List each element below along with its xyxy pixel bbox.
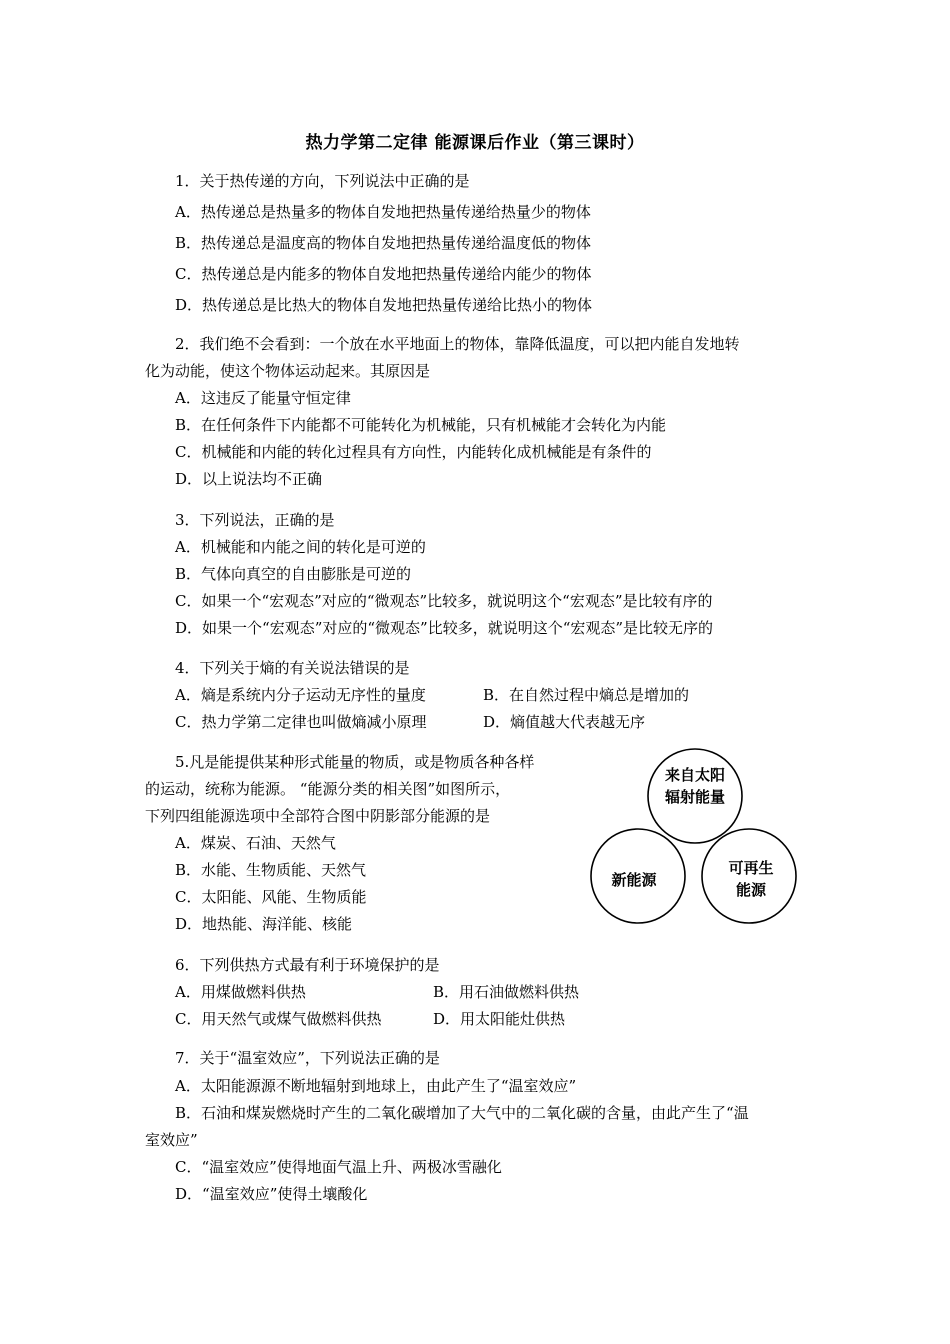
q4-option-c: C．热力学第二定律也叫做熵减小原理 [175,713,427,731]
q2-option-d: D．以上说法均不正确 [175,470,323,488]
q7-option-c: C．“温室效应”使得地面气温上升、两极冰雪融化 [175,1158,502,1176]
q6-option-b: B．用石油做燃料供热 [433,983,580,1001]
q7-stem: 7．关于“温室效应”，下列说法正确的是 [175,1049,440,1067]
energy-venn-diagram [586,748,804,928]
q3-stem: 3．下列说法，正确的是 [175,511,335,529]
q1-option-b: B．热传递总是温度高的物体自发地把热量传递给温度低的物体 [175,234,592,252]
venn-label-left: 新能源 [611,871,657,889]
q2-stem-line1: 2．我们绝不会看到：一个放在水平地面上的物体，靠降低温度，可以把内能自发地转 [175,335,740,353]
q1-option-a: A．热传递总是热量多的物体自发地把热量传递给热量少的物体 [175,203,591,221]
q6-stem: 6．下列供热方式最有利于环境保护的是 [175,956,440,974]
q3-option-b: B．气体向真空的自由膨胀是可逆的 [175,565,412,583]
q7-option-b-line1: B．石油和煤炭燃烧时产生的二氧化碳增加了大气中的二氧化碳的含量，由此产生了“温 [175,1104,749,1122]
q5-stem-line3: 下列四组能源选项中全部符合图中阴影部分能源的是 [145,807,491,825]
q7-option-a: A．太阳能源源不断地辐射到地球上，由此产生了“温室效应” [175,1077,577,1095]
venn-label-top-2: 辐射能量 [664,788,726,806]
venn-label-right-2: 能源 [735,881,767,899]
q6-option-d: D．用太阳能灶供热 [433,1010,566,1028]
q4-stem: 4．下列关于熵的有关说法错误的是 [175,659,410,677]
q2-option-c: C．机械能和内能的转化过程具有方向性，内能转化成机械能是有条件的 [175,443,652,461]
q3-option-c: C．如果一个“宏观态”对应的“微观态”比较多，就说明这个“宏观态”是比较有序的 [175,592,713,610]
q6-option-a: A．用煤做燃料供热 [175,983,306,1001]
q2-option-a: A．这违反了能量守恒定律 [175,389,351,407]
q4-option-b: B．在自然过程中熵总是增加的 [483,686,690,704]
q2-stem-line2: 化为动能，使这个物体运动起来。其原因是 [145,362,431,380]
q1-option-d: D．热传递总是比热大的物体自发地把热量传递给比热小的物体 [175,296,593,314]
q4-option-a: A．熵是系统内分子运动无序性的量度 [175,686,426,704]
q7-option-b-line2: 室效应” [145,1131,198,1149]
q3-option-a: A．机械能和内能之间的转化是可逆的 [175,538,426,556]
q5-option-c: C．太阳能、风能、生物质能 [175,888,367,906]
q1-stem: 1．关于热传递的方向，下列说法中正确的是 [175,172,470,190]
page-title: 热力学第二定律 能源课后作业（第三课时） [305,133,645,153]
q5-stem-line1: 5.凡是能提供某种形式能量的物质，或是物质各种各样 [175,753,535,771]
q5-stem-line2: 的运动，统称为能源。 “能源分类的相关图”如图所示， [145,780,511,798]
venn-label-right-1: 可再生 [728,859,774,877]
q4-option-d: D．熵值越大代表越无序 [483,713,646,731]
q3-option-d: D．如果一个“宏观态”对应的“微观态”比较多，就说明这个“宏观态”是比较无序的 [175,619,714,637]
q5-option-d: D．地热能、海洋能、核能 [175,915,353,933]
q1-option-c: C．热传递总是内能多的物体自发地把热量传递给内能少的物体 [175,265,592,283]
q5-option-b: B．水能、生物质能、天然气 [175,861,367,879]
q2-option-b: B．在任何条件下内能都不可能转化为机械能，只有机械能才会转化为内能 [175,416,667,434]
venn-label-top-1: 来自太阳 [664,766,726,784]
q6-option-c: C．用天然气或煤气做燃料供热 [175,1010,382,1028]
q5-option-a: A．煤炭、石油、天然气 [175,834,336,852]
q7-option-d: D．“温室效应”使得土壤酸化 [175,1185,368,1203]
